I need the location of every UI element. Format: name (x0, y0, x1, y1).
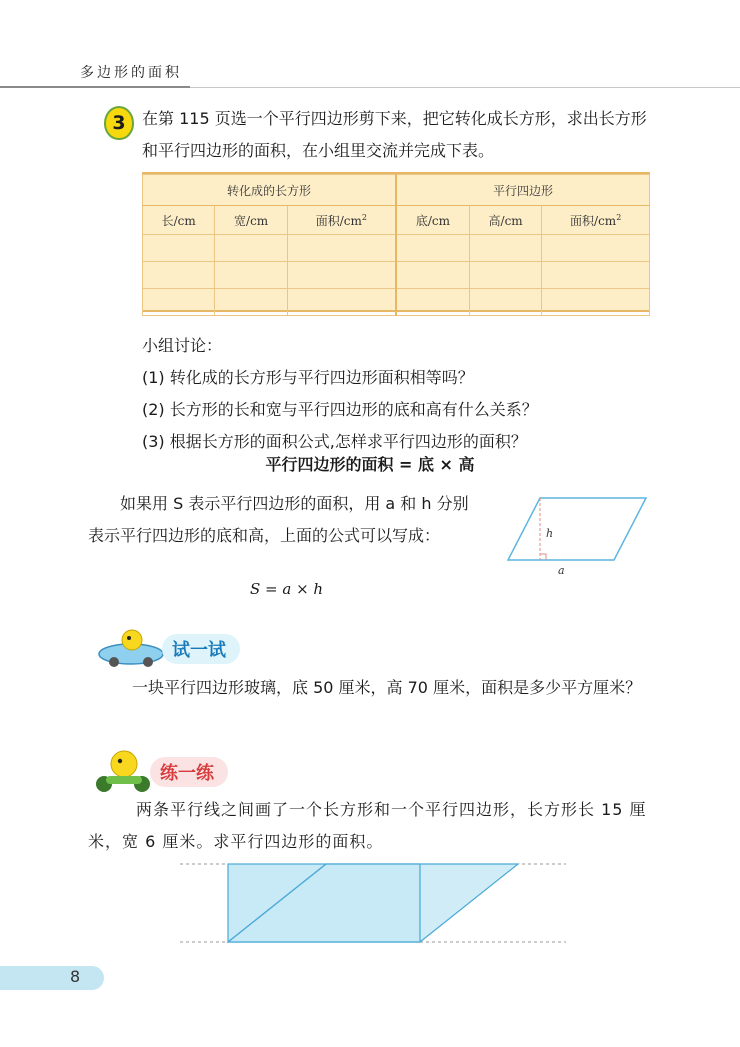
table-header-base: 底/cm (396, 206, 469, 235)
table-row (143, 289, 650, 316)
motorcycle-mascot-icon (90, 748, 156, 794)
try-it-banner: 试一试 (162, 634, 240, 664)
parallelogram-figure (500, 490, 660, 580)
section-number-badge: 3 (104, 106, 134, 140)
parallel-lines-figure (178, 858, 568, 950)
section-intro-text: 在第 115 页选一个平行四边形剪下来，把它转化成长方形，求出长方形和平行四边形的面积，在小组里交流并完成下表。 (142, 109, 647, 160)
table-header-rect-area: 面积$/cm^2$ (287, 206, 396, 235)
header-rule-light (190, 87, 740, 88)
table-header-width: 宽/cm (215, 206, 287, 235)
height-label: h (546, 527, 554, 540)
discussion-item: (1) 转化成的长方形与平行四边形面积相等吗？ (142, 368, 474, 387)
car-mascot-icon (96, 626, 166, 668)
practice-question: 两条平行线之间画了一个长方形和一个平行四边形，长方形长 15 厘米，宽 6 厘米。求平行四边形的面积。 (88, 800, 647, 851)
table-group-parallelogram: 平行四边形 (396, 175, 650, 206)
discussion-item: (2) 长方形的长和宽与平行四边形的底和高有什么关系？ (142, 400, 538, 419)
table-header-length: 长/cm (143, 206, 215, 235)
area-table (142, 172, 650, 312)
table-header-height: 高/cm (469, 206, 541, 235)
table-group-rectangle: 转化成的长方形 (143, 175, 396, 206)
symbolic-formula: S = a × h (250, 580, 324, 598)
discussion-item: (3) 根据长方形的面积公式,怎样求平行四边形的面积？ (142, 432, 527, 451)
area-formula: 平行四边形的面积 = 底 × 高 (265, 455, 475, 474)
page-number: 8 (70, 967, 81, 986)
chapter-title: 多边形的面积 (80, 65, 182, 81)
table-row (143, 235, 650, 262)
discussion-title: 小组讨论： (142, 336, 223, 355)
practice-banner: 练一练 (150, 757, 228, 787)
table-row (143, 262, 650, 289)
base-label: a (558, 564, 565, 577)
group-discussion (142, 330, 662, 458)
page-number-tab (0, 966, 104, 990)
header-rule (0, 86, 190, 88)
try-it-question: 一块平行四边形玻璃，底 50 厘米，高 70 厘米，面积是多少平方厘米？ (132, 678, 642, 697)
formula-explanation: 如果用 S 表示平行四边形的面积，用 a 和 h 分别表示平行四边形的底和高，上面的公式可以写成： (88, 494, 469, 545)
table-header-para-area: 面积$/cm^2$ (542, 206, 650, 235)
